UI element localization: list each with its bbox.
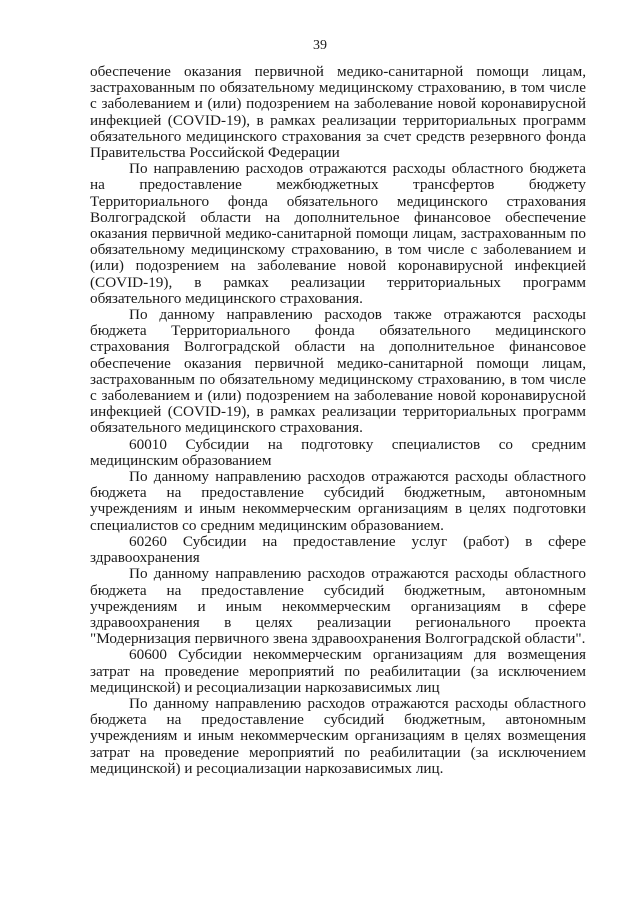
paragraph-60600-description: По данному направлению расходов отражаются расходы областного бюджета на предоставление субсидий бюджетным, автономным учреждениям и иным некоммерческим организациям в целях возмещения затрат на проведение мероприятий по реабилитации (за исключением медицинской) и ресоциализации наркозависимых лиц. [90, 694, 586, 777]
document-body [90, 64, 586, 777]
paragraph-interbudget-transfers: По направлению расходов отражаются расходы областного бюджета на предоставление межбюджетных трансфертов бюджету Территориального фонда обязательного медицинского страхования Волгоградской области на дополнительное финансовое обеспечение оказания первичной медико-санитарной помощи лицам, застрахованным по обязательному медицинскому страхованию, в том числе с заболеванием и (или) подозрением на заболевание новой коронавирусной инфекцией (COVID-19), в рамках реализации территориальных программ обязательного медицинского страхования. [90, 160, 586, 307]
paragraph-60010-description: По данному направлению расходов отражаются расходы областного бюджета на предоставление субсидий бюджетным, автономным учреждениям и иным некоммерческим организациям в целях подготовки специалистов со средним медицинским образованием. [90, 468, 586, 534]
paragraph-territorial-fund-expenses: По данному направлению расходов также отражаются расходы бюджета Территориального фонда обязательного медицинского страхования Волгоградской области на дополнительное финансовое обеспечение оказания первичной медико-санитарной помощи лицам, застрахованным по обязательному медицинскому страхованию, в том числе с заболеванием и (или) подозрением на заболевание новой коронавирусной инфекцией (COVID-19), в рамках реализации территориальных программ обязательного медицинского страхования. [90, 306, 586, 437]
page-number: 39 [313, 38, 327, 53]
heading-60600: 60600 Субсидии некоммерческим организациям для возмещения затрат на проведение мероприятий по реабилитации (за исключением медицинской) и ресоциализации наркозависимых лиц [90, 646, 586, 696]
heading-60260: 60260 Субсидии на предоставление услуг (работ) в сфере здравоохранения [90, 532, 586, 567]
paragraph-60260-description: По данному направлению расходов отражаются расходы областного бюджета на предоставление субсидий бюджетным, автономным учреждениям и иным некоммерческим организациям в сфере здравоохранения в целях реализации регионального проекта "Модернизация первичного звена здравоохранения Волгоградской области". [90, 565, 586, 648]
heading-60010: 60010 Субсидии на подготовку специалистов со средним медицинским образованием [90, 435, 586, 469]
paragraph-continuation: обеспечение оказания первичной медико-санитарной помощи лицам, застрахованным по обязательному медицинскому страхованию, в том числе с заболеванием и (или) подозрением на заболевание новой коронавирусной инфекцией (COVID-19), в рамках реализации территориальных программ обязательного медицинского страхования за счет средств резервного фонда Правительства Российской Федерации [90, 63, 586, 162]
